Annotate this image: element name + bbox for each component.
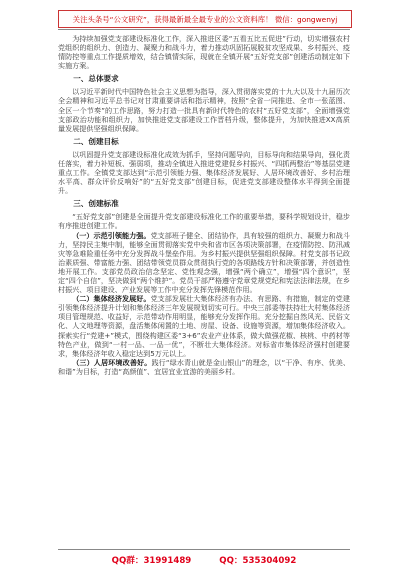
intro-paragraph: 为持续加强党支部建设标准化工作，深入推进区委“五看五比五促进”行动，切实增强农村党组织的组织力、创造力、凝聚力和战斗力，着力推动巩固拓展脱贫攻坚成果、乡村振兴、疫情防控等重点工作提质增效，结合镇情实际，现就在全镇开展“五好党支部”创建活动制定如下实施方案。 — [58, 34, 350, 71]
section-paragraph: 以习近平新时代中国特色社会主义思想为指导，深入贯彻落实党的十九大以及十九届历次全会精神和习近平总书记对甘肃重要讲话和指示精神，按照“全省一同推进、全市一张蓝图、全区一个节奏”的工作思路，努力打造一批具有新时代特色的农村“五好党支部”，全面增强党支部政治功能和组织力，加快推进党支部建设工作晋档升级，整体提升，为加快推进XX高质量发展提供坚强组织保障。 — [58, 87, 350, 133]
standard-lead: （三）人居环境改善好。 — [72, 357, 152, 367]
section-title-goals: 二、创建目标 — [73, 136, 119, 146]
footer — [58, 553, 350, 567]
footer-divider — [58, 549, 350, 550]
standard-text: 党支部班子健全、团结协作，具有较强的组织力、凝聚力和战斗力，坚持民主集中制，能够全面贯彻落实党中央和省市区各项决策部署，在疫情防控、防汛减灾等急难险重任务中充分发挥战斗堡垒作用。为乡村振兴提供坚强组织保障。村党支部书记政治素质强、带富能力强、团结带领党员群众贯彻执行党的各项路线方针和决策部署，并创造性地开展工作。支部党员政治信念坚定、党性观念强，增强“两个确立”，增强“四个意识”，坚定“四个自信”，坚决做到“两个维护”。党员干部严格遵守党章党规党纪和宪法法律法规，在乡村振兴、项目建设、产业发展等工作中充分发挥先锋模范作用。 — [58, 230, 351, 295]
document-body — [58, 34, 350, 376]
standard-lead: （一）示范引领能力强。 — [72, 230, 151, 240]
footer-qq-group: QQ群：31991489 — [111, 556, 192, 566]
standard-lead: （二）集体经济发展好。 — [72, 294, 151, 304]
section-paragraph: “五好党支部”创建是全面提升党支部建设标准化工作的重要举措，要科学规划设计，稳步有序推进创建工作。 — [58, 212, 350, 231]
header-divider — [58, 29, 350, 30]
promo-banner: 关注头条号“公文研究”，获得最新最全最专业的公文资料库！ 微信：gongwenyj — [58, 10, 352, 28]
standard-text: 践行“绿水青山就是金山银山”的理念，以“干净、有序、优美、和谐”为目标，打造“高颜值”、宜居宜业宜游的美丽乡村。 — [58, 357, 350, 376]
standard-item — [58, 294, 350, 358]
standard-item — [58, 358, 350, 376]
footer-qq: QQ：535304092 — [219, 556, 297, 566]
standard-item — [58, 231, 350, 295]
section-paragraph: 以巩固提升党支部建设标准化成效为抓手，坚持问题导向，目标导向和结果导向，强化责任落实，着力补短板、强弱项，推动全镇进入推进党建促乡村振兴、“四抓两整治”等基层党建重点工作。全镇党支部达到“示范引领能力强、集体经济发展好、人居环境改善好、乡村治理水平高、群众评价反响好”的“五好党支部”创建目标，促进党支部建设整体水平得到全面提升。 — [58, 149, 350, 196]
section-title-standards: 三、创建标准 — [73, 199, 119, 209]
section-title-requirements: 一、总体要求 — [73, 74, 119, 84]
standard-text: 党支部发展壮大集体经济有办法、有思路、有措施，制定的党建引领集体经济提升计划和集体经济三年发展规划切实可行。中央三部委等扶持壮大村集体经济项目管理规范、收益好，示范带动作用明显，能够充分发挥作用。充分挖掘自然风光、民俗文化、人文地理等资源，盘活集体闲置的土地、房屋、设备、设施等资源，增加集体经济收入。探索实行“党建+”模式，围绕构建区委“3+6”农业产业体系，做大做强花椒、核桃、中药材等特色产业，做到“一村一品、一品一优”，不断壮大集体经济。对标省市集体经济强村创建要求，集体经济年收入稳定达到5万元以上。 — [58, 294, 351, 358]
